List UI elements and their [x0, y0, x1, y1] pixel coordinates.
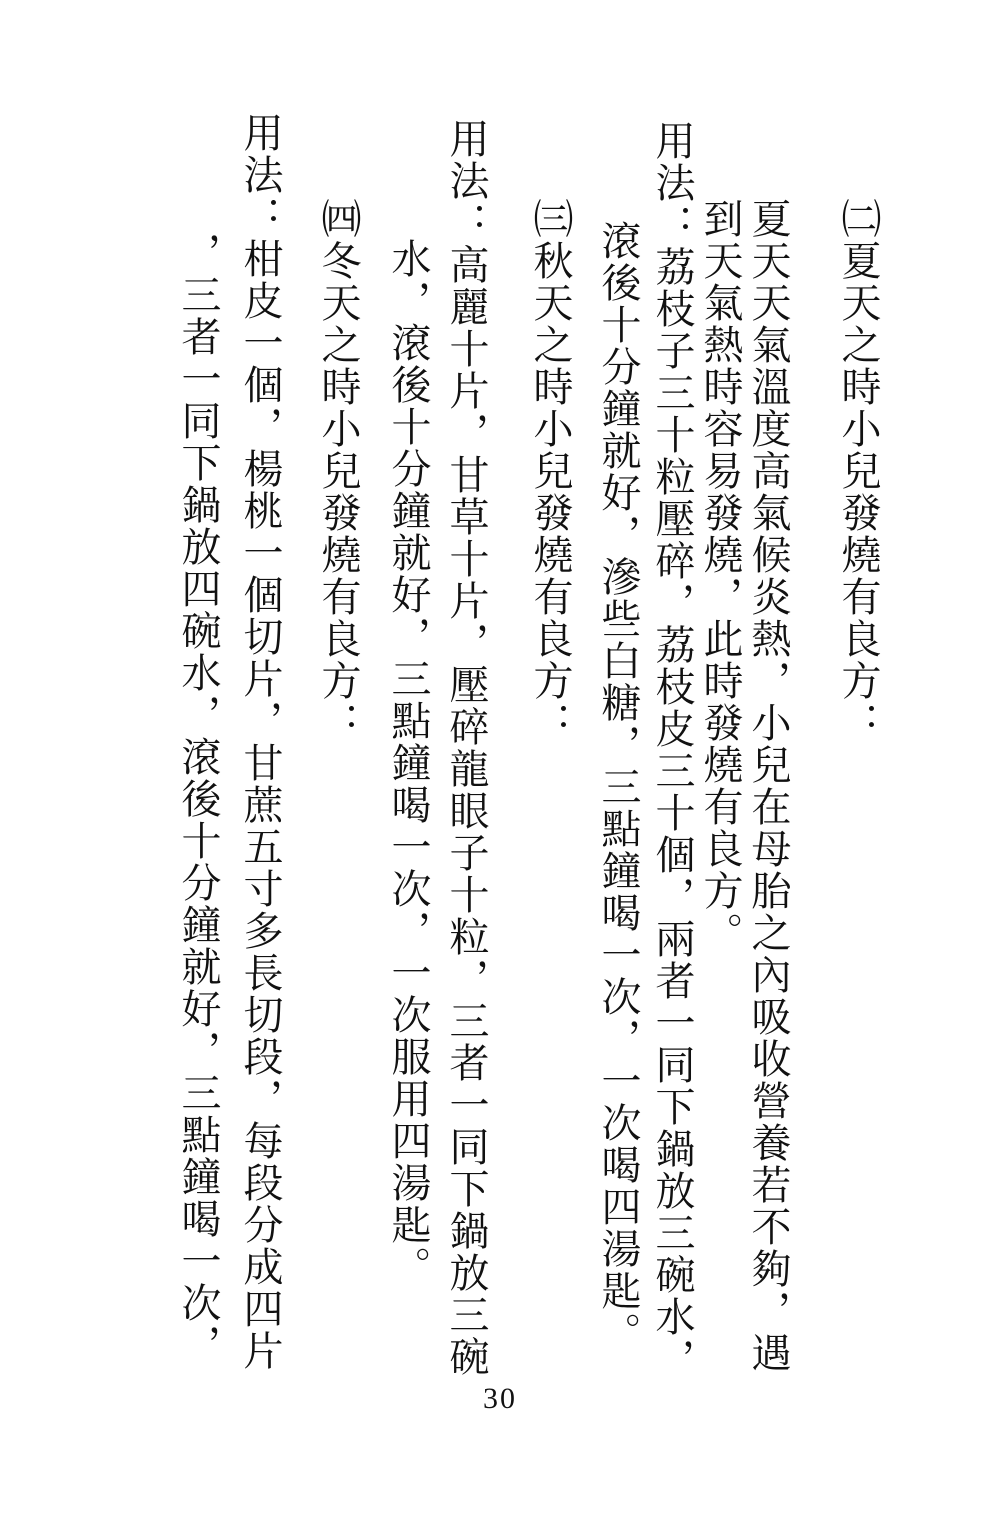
heading-winter: ㈣冬天之時小兒發燒有良方：: [315, 198, 361, 744]
summer-paragraph-line-2: 到天氣熱時容易發燒，此時發燒有良方。: [697, 198, 743, 954]
heading-autumn: ㈢秋天之時小兒發燒有良方：: [527, 198, 573, 744]
autumn-usage-line-2: 水，滾後十分鐘就好，三點鐘喝一次，一次服用四湯匙。: [385, 238, 431, 1288]
page-number: 30: [483, 1382, 517, 1415]
summer-usage-line-1: 用法：荔枝子三十粒壓碎，荔枝皮三十個，兩者一同下鍋放三碗水，: [649, 120, 695, 1380]
heading-summer: ㈡夏天之時小兒發燒有良方：: [835, 198, 881, 744]
autumn-usage-line-1: 用法：高麗十片，甘草十片，壓碎龍眼子十粒，三者一同下鍋放三碗: [443, 118, 489, 1378]
winter-usage-line-1: 用法：柑皮一個，楊桃一個切片，甘蔗五寸多長切段，每段分成四片: [237, 112, 283, 1372]
summer-paragraph-line-1: 夏天天氣溫度高氣候炎熱，小兒在母胎之內吸收營養若不夠，遇: [745, 198, 791, 1374]
summer-usage-line-2: 滾後十分鐘就好，滲些白糖，三點鐘喝一次，一次喝四湯匙。: [595, 220, 641, 1354]
winter-usage-line-2: ，三者一同下鍋放四碗水，滾後十分鐘就好，三點鐘喝一次，: [175, 232, 221, 1366]
